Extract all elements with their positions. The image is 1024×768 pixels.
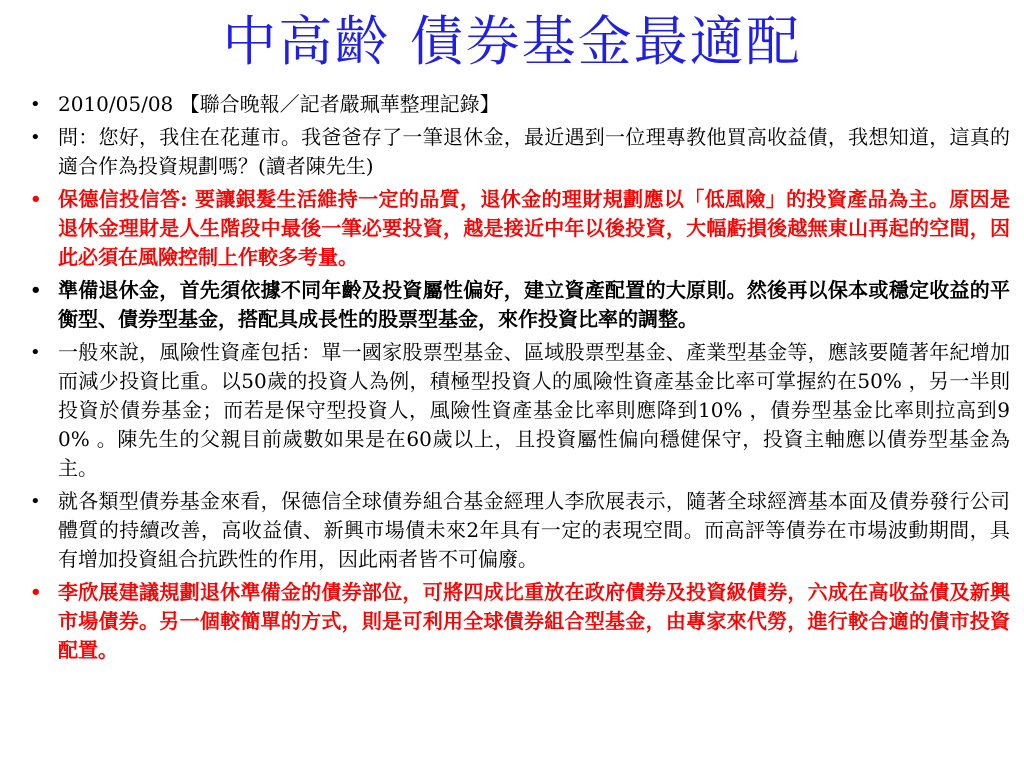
bullet-icon: •: [30, 280, 42, 301]
slide-title: 中高齡 債券基金最適配: [222, 10, 802, 73]
bullet-text: 李欣展建議規劃退休準備金的債券部位，可將四成比重放在政府債券及投資級債券，六成在高收益債及新興市場債券。另一個較簡單的方式，則是可利用全球債券組合型基金，由專家來代勞，進行較合適的債市投資配置。: [58, 580, 1010, 662]
bullet-item-source: [30, 90, 1010, 119]
bullet-text: 保德信投信答: 要讓銀髮生活維持一定的品質，退休金的理財規劃應以「低風險」的投資產品為主。原因是退休金理財是人生階段中最後一筆必要投資，越是接近中年以後投資，大幅虧損後越無東山再起的空間，因此必須在風險控制上作較多考量。: [58, 187, 1010, 269]
bullet-text: 一般來說，風險性資產包括：單一國家股票型基金、區域股票型基金、產業型基金等，應該要隨著年紀增加而減少投資比重。以50歲的投資人為例，積極型投資人的風險性資產基金比率可掌握約在50% ，另一半則投資於債券基金；而若是保守型投資人，風險性資產基金比率則應降到10% ，債券型基金比率則拉高到90% 。陳先生的父親目前歲數如果是在60歲以上，且投資屬性偏向穩健保守，投資主軸應以債券型基金為主。: [58, 340, 1010, 480]
bullet-item-risk-assets: [30, 338, 1010, 483]
bullet-icon: •: [30, 127, 41, 148]
bullet-icon: •: [30, 491, 41, 512]
bullet-icon: •: [30, 582, 42, 603]
bullet-item-bond-outlook: [30, 487, 1010, 574]
bullet-item-recommendation: [30, 578, 1010, 665]
bullet-item-answer: [30, 185, 1010, 272]
bullet-item-question: [30, 123, 1010, 181]
bullet-text: 就各類型債券基金來看，保德信全球債券組合基金經理人李欣展表示，隨著全球經濟基本面及債券發行公司體質的持續改善，高收益債、新興市場債未來2年具有一定的表現空間。而高評等債券在市場波動期間，具有增加投資組合抗跌性的作用，因此兩者皆不可偏廢。: [58, 489, 1010, 571]
bullet-icon: •: [30, 94, 41, 115]
bullet-icon: •: [30, 189, 42, 210]
bullet-item-principle: [30, 276, 1010, 334]
bullet-list: [30, 90, 1010, 669]
bullet-text: 問：您好，我住在花蓮市。我爸爸存了一筆退休金，最近遇到一位理專教他買高收益債，我想知道，這真的適合作為投資規劃嗎？(讀者陳先生): [58, 125, 1010, 178]
bullet-text: 2010/05/08 【聯合晚報／記者嚴珮華整理記錄】: [58, 92, 500, 116]
bullet-text: 準備退休金，首先須依據不同年齡及投資屬性偏好，建立資產配置的大原則。然後再以保本或穩定收益的平衡型、債券型基金，搭配具成長性的股票型基金，來作投資比率的調整。: [58, 278, 1010, 331]
bullet-icon: •: [30, 342, 41, 363]
